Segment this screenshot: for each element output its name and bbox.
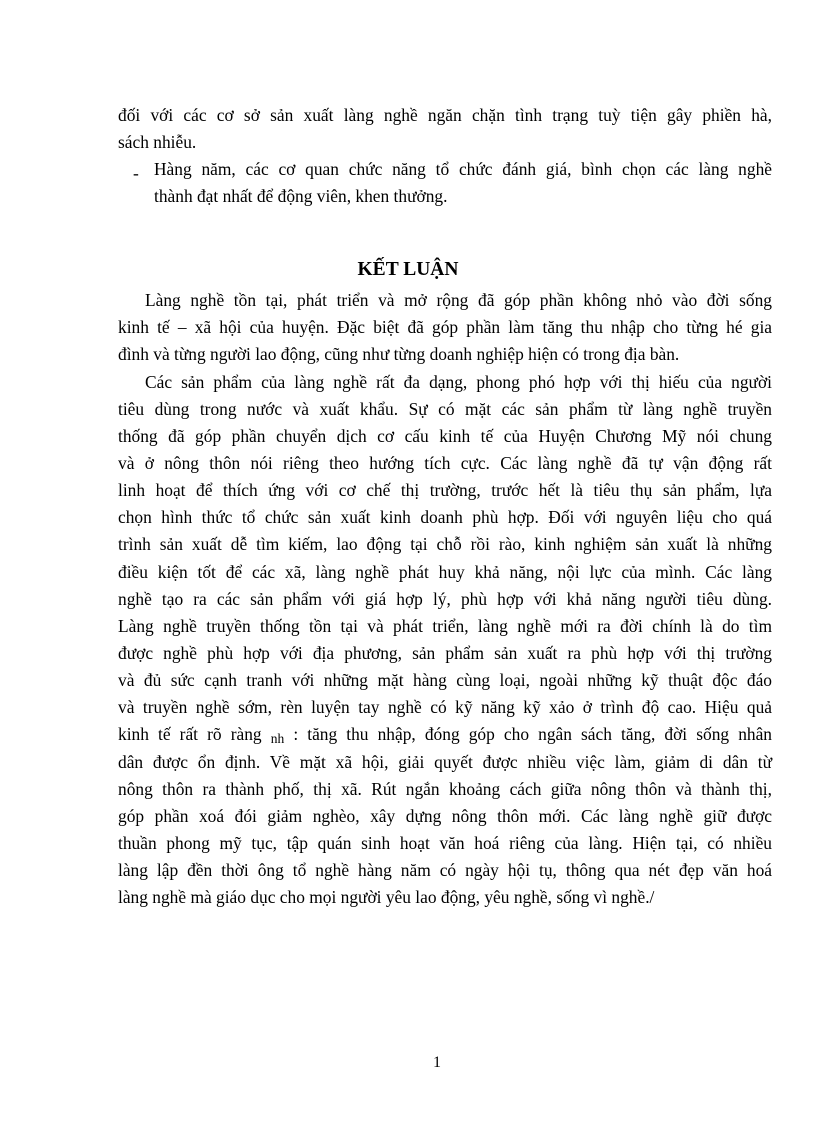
paragraph-line: nông thôn ra thành phố, thị xã. Rút ngắn khoảng cách giữa nông thôn và thành thị, bbox=[118, 779, 772, 799]
stray-subscript: nh bbox=[270, 731, 285, 746]
paragraph-line: điều kiện tốt để các xã, làng nghề phát huy khả năng, nội lực của mình. Các làng bbox=[118, 562, 772, 582]
paragraph-line: tiêu dùng trong nước và xuất khẩu. Sự có mặt các sản phẩm từ làng nghề truyền bbox=[118, 399, 772, 419]
paragraph-line: Các sản phẩm của làng nghề rất đa dạng, phong phó hợp với thị hiếu của người bbox=[145, 372, 772, 392]
bullet-text: Hàng năm, các cơ quan chức năng tổ chức đánh giá, bình chọn các làng nghề bbox=[154, 159, 772, 179]
paragraph-line: góp phần xoá đói giảm nghèo, xây dựng nông thôn mới. Các làng nghề giữ được bbox=[118, 806, 772, 826]
intro-line: đối với các cơ sở sản xuất làng nghề ngăn chặn tình trạng tuỳ tiện gây phiền hà, bbox=[118, 105, 772, 125]
bullet-marker: - bbox=[133, 163, 139, 183]
paragraph-line: và đủ sức cạnh tranh với những mặt hàng cùng loại, ngoài những kỹ thuật độc đáo bbox=[118, 670, 772, 690]
paragraph-line: kinh tế – xã hội của huyện. Đặc biệt đã góp phần làm tăng thu nhập cho từng hé gia bbox=[118, 317, 772, 337]
section-heading: KẾT LUẬN bbox=[357, 259, 459, 280]
paragraph-line: linh hoạt để thích ứng với cơ chế thị trường, trước hết là tiêu thụ sản phẩm, lựa bbox=[118, 480, 772, 500]
paragraph-line: làng lập đền thời ông tổ nghề hàng năm có ngày hội tụ, thông qua nét đẹp văn hoá bbox=[118, 860, 772, 880]
paragraph-line: và ở nông thôn nói riêng theo hướng tích cực. Các làng nghề đã tự vận động rất bbox=[118, 453, 772, 473]
paragraph-line: Làng nghề truyền thống tồn tại và phát triển, làng nghề mới ra đời chính là do tìm bbox=[118, 616, 772, 636]
bullet-text: thành đạt nhất để động viên, khen thưởng. bbox=[154, 186, 448, 206]
text-run: : tăng thu nhập, đóng góp cho ngân sách tăng, đời sống nhân bbox=[293, 724, 772, 744]
page-number: 1 bbox=[433, 1054, 441, 1071]
paragraph-line: trình sản xuất dễ tìm kiếm, lao động tại chỗ rồi rào, kinh nghiệm sản xuất là những bbox=[118, 534, 772, 554]
paragraph-line: chọn hình thức tổ chức sản xuất kinh doanh phù hợp. Đối với nguyên liệu cho quá bbox=[118, 507, 772, 527]
paragraph-line: làng nghề mà giáo dục cho mọi người yêu lao động, yêu nghề, sống vì nghề./ bbox=[118, 887, 655, 907]
paragraph-line: thuần phong mỹ tục, tập quán sinh hoạt văn hoá riêng của làng. Hiện tại, có nhiều bbox=[118, 833, 772, 853]
paragraph-line: thống đã góp phần chuyển dịch cơ cấu kinh tế của Huyện Chương Mỹ nói chung bbox=[118, 426, 772, 446]
paragraph-line: và truyền nghề sớm, rèn luyện tay nghề có kỹ năng kỹ xảo ở trình độ cao. Hiệu quả bbox=[118, 697, 772, 717]
paragraph-line: đình và từng người lao động, cũng như từng doanh nghiệp hiện có trong địa bàn. bbox=[118, 344, 680, 364]
paragraph-line: Làng nghề tồn tại, phát triển và mở rộng đã góp phần không nhỏ vào đời sống bbox=[145, 290, 772, 310]
paragraph-line bbox=[118, 722, 772, 746]
intro-line: sách nhiễu. bbox=[118, 132, 197, 152]
paragraph-line: dân được ổn định. Về mặt xã hội, giải quyết được nhiều việc làm, giảm di dân từ bbox=[118, 752, 772, 772]
paragraph-line: được nghề phù hợp với địa phương, sản phẩm sản xuất ra phù hợp với thị trường bbox=[118, 643, 772, 663]
text-run: kinh tế rất rõ ràng bbox=[118, 724, 262, 744]
paragraph-line: nghề tạo ra các sản phẩm với giá hợp lý, phù hợp với khả năng người tiêu dùng. bbox=[118, 589, 772, 609]
